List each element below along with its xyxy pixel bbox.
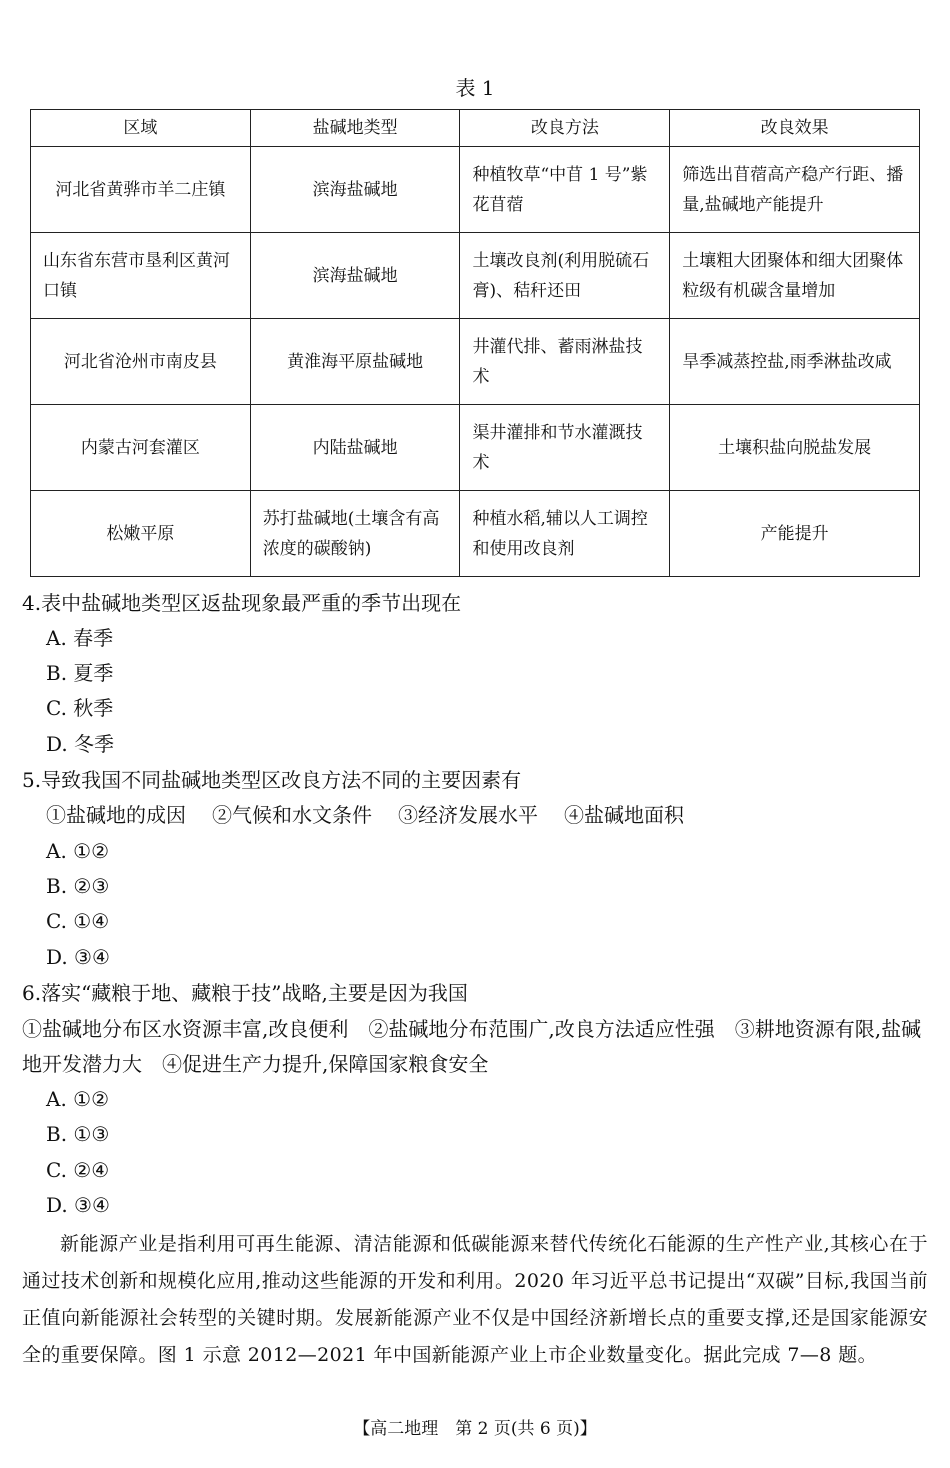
header-method: 改良方法 (460, 110, 670, 147)
table-row (31, 405, 920, 491)
cell-effect: 土壤积盐向脱盐发展 (670, 405, 920, 491)
question-5-option-c: C. ①④ (46, 909, 110, 933)
cell-effect: 产能提升 (670, 491, 920, 577)
question-5-option-d: D. ③④ (46, 945, 110, 969)
cell-effect: 筛选出苜蓿高产稳产行距、播量,盐碱地产能提升 (670, 147, 920, 233)
question-6-statements: ①盐碱地分布区水资源丰富,改良便利 ②盐碱地分布范围广,改良方法适应性强 ③耕地资源有限,盐碱地开发潜力大 ④促进生产力提升,保障国家粮食安全 (22, 1017, 922, 1076)
table-row (31, 147, 920, 233)
question-6-option-c: C. ②④ (46, 1158, 110, 1182)
question-4-stem: 4.表中盐碱地类型区返盐现象最严重的季节出现在 (22, 591, 462, 615)
question-6-stem: 6.落实“藏粮于地、藏粮于技”战略,主要是因为我国 (22, 981, 468, 1005)
cell-method: 种植水稻,辅以人工调控和使用改良剂 (460, 491, 670, 577)
question-4-option-c: C. 秋季 (46, 696, 114, 720)
header-soil-type: 盐碱地类型 (250, 110, 460, 147)
table-header-row (31, 110, 920, 147)
page-footer: 【高二地理 第 2 页(共 6 页)】 (353, 1419, 597, 1439)
cell-soil-type: 黄淮海平原盐碱地 (250, 319, 460, 405)
table-title: 表 1 (455, 76, 495, 100)
question-4-option-b: B. 夏季 (46, 661, 114, 685)
question-5-option-b: B. ②③ (46, 874, 110, 898)
cell-soil-type: 内陆盐碱地 (250, 405, 460, 491)
cell-region: 河北省黄骅市羊二庄镇 (31, 147, 251, 233)
question-6-option-d: D. ③④ (46, 1193, 110, 1217)
cell-region: 松嫩平原 (31, 491, 251, 577)
statement-1: ①盐碱地的成因 (46, 803, 186, 827)
cell-effect: 土壤粗大团聚体和细大团聚体粒级有机碳含量增加 (670, 233, 920, 319)
question-6-option-a: A. ①② (46, 1087, 110, 1111)
question-5-option-a: A. ①② (46, 839, 110, 863)
cell-method: 种植牧草“中苜 1 号”紫花苜蓿 (460, 147, 670, 233)
header-effect: 改良效果 (670, 110, 920, 147)
question-4-option-a: A. 春季 (46, 626, 114, 650)
statement-3: ③经济发展水平 (398, 803, 538, 827)
cell-soil-type: 苏打盐碱地(土壤含有高浓度的碳酸钠) (250, 491, 460, 577)
reading-passage: 新能源产业是指利用可再生能源、清洁能源和低碳能源来替代传统化石能源的生产性产业,其核心在于通过技术创新和规模化应用,推动这些能源的开发和利用。2020 年习近平总书记提出“双碳”目标,我国当前正值向新能源社会转型的关键时期。发展新能源产业不仅是中国经济新增长点的重要支撑,还是国家能源安全的重要保障。图 1 示意 2012—2021 年中国新能源产业上市企业数量变化。据此完成 7—8 题。 (22, 1233, 928, 1366)
cell-region: 山东省东营市垦利区黄河口镇 (31, 233, 251, 319)
cell-region: 内蒙古河套灌区 (31, 405, 251, 491)
cell-soil-type: 滨海盐碱地 (250, 147, 460, 233)
cell-effect: 旱季减蒸控盐,雨季淋盐改咸 (670, 319, 920, 405)
table-row (31, 319, 920, 405)
cell-region: 河北省沧州市南皮县 (31, 319, 251, 405)
cell-method: 土壤改良剂(利用脱硫石膏)、秸秆还田 (460, 233, 670, 319)
cell-method: 井灌代排、蓄雨淋盐技术 (460, 319, 670, 405)
statement-2: ②气候和水文条件 (212, 803, 372, 827)
table-row (31, 233, 920, 319)
header-region: 区域 (31, 110, 251, 147)
saline-soil-table (30, 109, 920, 577)
cell-soil-type: 滨海盐碱地 (250, 233, 460, 319)
question-5-stem: 5.导致我国不同盐碱地类型区改良方法不同的主要因素有 (22, 768, 522, 792)
table-row (31, 491, 920, 577)
statement-4: ④盐碱地面积 (564, 803, 684, 827)
question-6-option-b: B. ①③ (46, 1122, 110, 1146)
question-4-option-d: D. 冬季 (46, 732, 115, 756)
cell-method: 渠井灌排和节水灌溉技术 (460, 405, 670, 491)
question-5-statements (46, 801, 710, 829)
